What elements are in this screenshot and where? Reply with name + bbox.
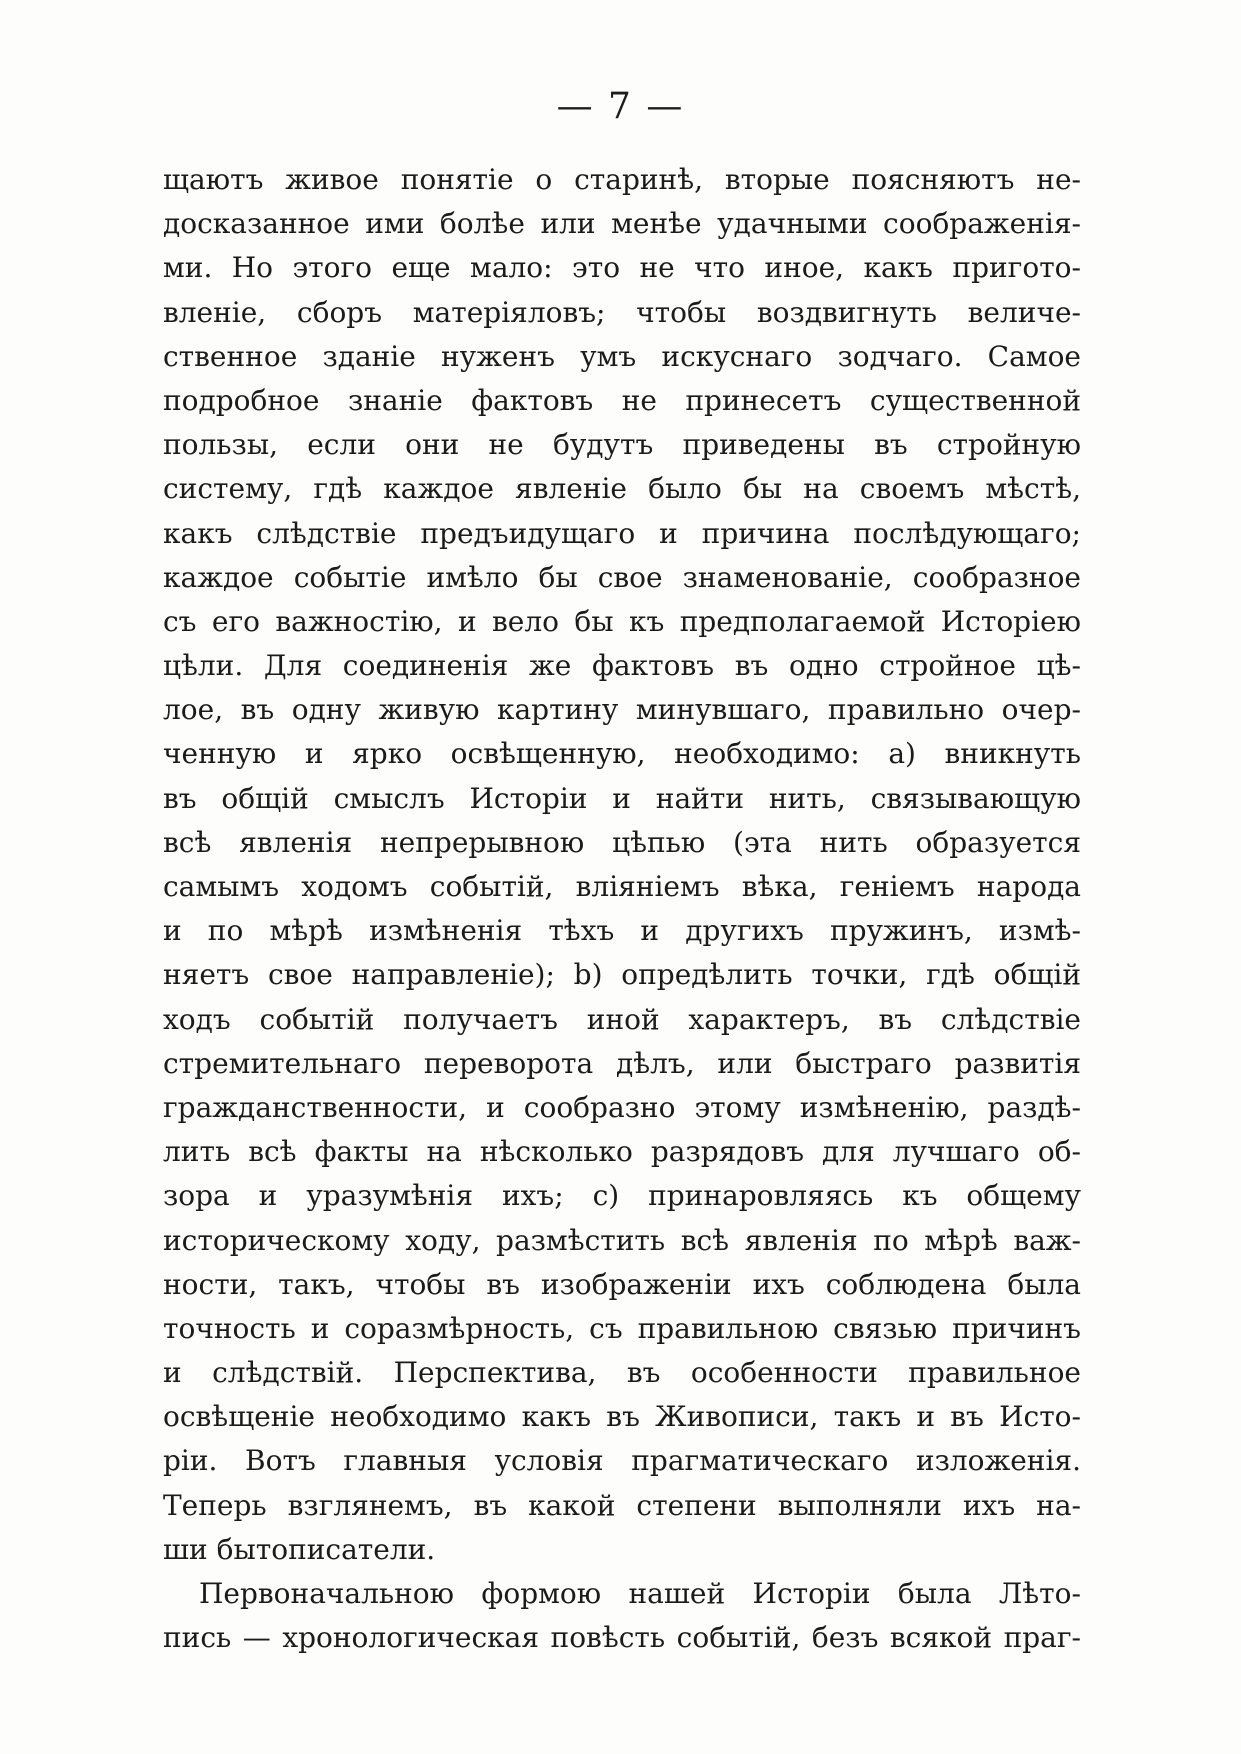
text-line: ріи. Вотъ главныя условія прагматическаго изложенія. [163,1444,1081,1478]
text-line: историческому ходу, размѣстить всѣ явленія по мѣрѣ важ- [163,1223,1081,1257]
paragraph-1 [163,158,1081,1572]
page-number: — 7 — [556,86,685,127]
text-line: щаютъ живое понятіе о старинѣ, вторые поясняютъ не- [163,163,1081,196]
text-line: и по мѣрѣ измѣненія тѣхъ и другихъ пружинъ, измѣ- [163,914,1081,948]
text-line: зора и уразумѣнія ихъ; c) принаровляясь къ общему [163,1179,1081,1213]
text-line: точность и соразмѣрность, съ правильною связью причинъ [163,1311,1081,1345]
text-line: каждое событіе имѣло бы свое знаменованіе, сообразное [163,560,1081,594]
text-line: гражданственности, и сообразно этому измѣненію, раздѣ- [163,1090,1081,1124]
text-line: самымъ ходомъ событій, вліяніемъ вѣка, геніемъ народа [163,870,1081,903]
text-line: Теперь взглянемъ, въ какой степени выполняли ихъ на- [163,1488,1081,1522]
body-text [163,158,1081,1660]
text-line: и слѣдствій. Перспектива, въ особенности правильное [163,1356,1081,1390]
text-line: лое, въ одну живую картину минувшаго, правильно очер- [163,693,1081,727]
text-line: подробное знаніе фактовъ не принесетъ существенной [163,383,1081,417]
text-line: какъ слѣдствіе предъидущаго и причина послѣдующаго; [163,516,1081,550]
text-line: пись — хронологическая повѣсть событій, безъ всякой праг- [163,1621,1081,1655]
text-line: пользы, если они не будутъ приведены въ стройную [163,428,1081,462]
text-line: въ общій смыслъ Исторіи и найти нить, связывающую [163,781,1081,815]
text-line: Первоначальною формою нашей Исторіи была Лѣто- [199,1577,1081,1610]
text-line: ши бытописатели. [163,1532,436,1566]
text-line: ми. Но этого еще мало: это не что иное, какъ пригото- [163,251,1081,285]
text-line: няетъ свое направленіе); b) опредѣлить точки, гдѣ общій [163,958,1081,992]
text-line: съ его важностію, и вело бы къ предполагаемой Исторіею [163,604,1081,638]
text-line: систему, гдѣ каждое явленіе было бы на своемъ мѣстѣ, [163,472,1081,506]
paragraph-2 [163,1572,1081,1660]
text-line: вленіе, сборъ матеріяловъ; чтобы воздвигнуть величе- [163,295,1081,329]
text-line: лить всѣ факты на нѣсколько разрядовъ для лучшаго об- [163,1135,1081,1169]
text-line: всѣ явленія непрерывною цѣпью (эта нить образуется [163,825,1081,859]
text-line: досказанное ими болѣе или менѣе удачными соображенія- [163,207,1081,241]
text-line: ченную и ярко освѣщенную, необходимо: a) вникнуть [163,737,1081,771]
text-line: ности, такъ, чтобы въ изображеніи ихъ соблюдена была [163,1267,1081,1301]
text-line: ственное зданіе нуженъ умъ искуснаго зодчаго. Самое [163,339,1081,373]
text-line: цѣли. Для соединенія же фактовъ въ одно стройное цѣ- [163,649,1081,683]
text-line: освѣщеніе необходимо какъ въ Живописи, такъ и въ Исто- [163,1400,1081,1434]
text-line: стремительнаго переворота дѣлъ, или быстраго развитія [163,1046,1081,1080]
text-line: ходъ событій получаетъ иной характеръ, въ слѣдствіе [163,1002,1081,1036]
